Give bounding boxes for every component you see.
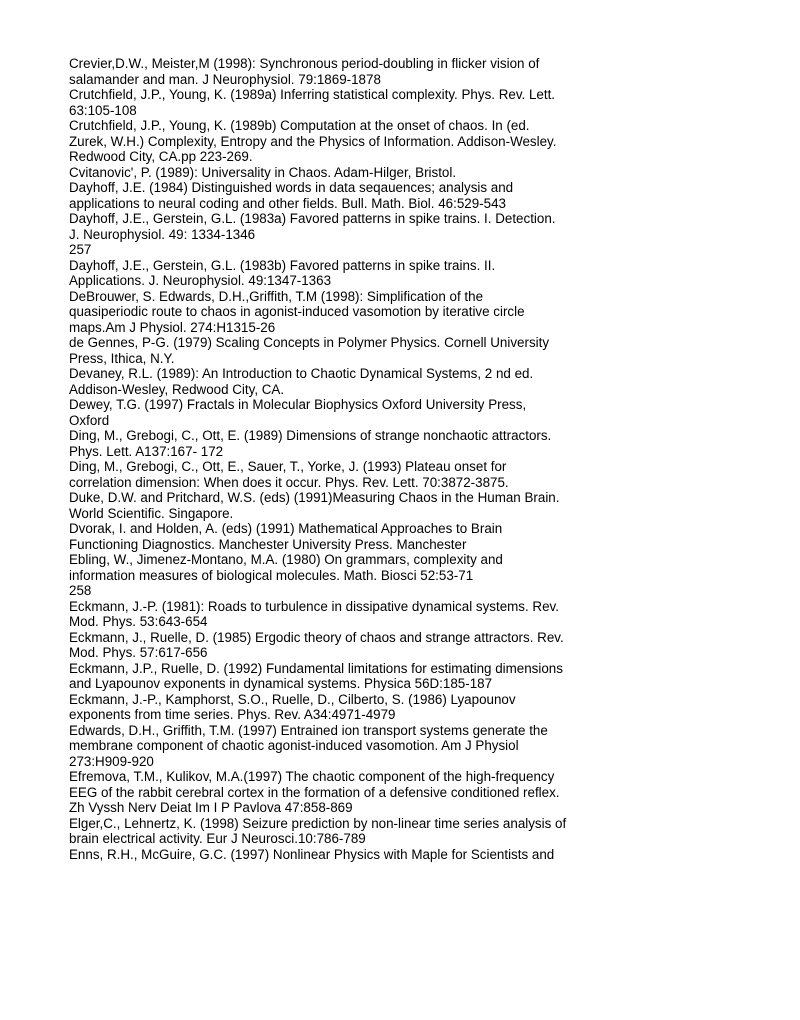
reference-line: Zh Vyssh Nerv Deiat Im I P Pavlova 47:858-869 (69, 800, 353, 815)
reference-line: Edwards, D.H., Griffith, T.M. (1997) Entrained ion transport systems generate the (69, 722, 548, 738)
reference-line: Zurek, W.H.) Complexity, Entropy and the Physics of Information. Addison-Wesley. (69, 133, 557, 149)
reference-line: Ebling, W., Jimenez-Montano, M.A. (1980) On grammars, complexity and (69, 552, 503, 567)
reference-line: Crutchfield, J.P., Young, K. (1989b) Computation at the onset of chaos. In (ed. (69, 118, 530, 133)
reference-line: Mod. Phys. 57:617-656 (69, 645, 208, 660)
reference-line: applications to neural coding and other fields. Bull. Math. Biol. 46:529-543 (69, 195, 506, 211)
reference-line: World Scientific. Singapore. (69, 505, 234, 521)
reference-line: Oxford (69, 412, 110, 428)
reference-line: Dayhoff, J.E., Gerstein, G.L. (1983b) Favored patterns in spike trains. II. (69, 257, 496, 273)
reference-line: Devaney, R.L. (1989): An Introduction to Chaotic Dynamical Systems, 2 nd ed. (69, 366, 534, 381)
reference-line: Dayhoff, J.E., Gerstein, G.L. (1983a) Favored patterns in spike trains. I. Detection. (69, 211, 556, 226)
reference-line: Functioning Diagnostics. Manchester University Press. Manchester (69, 536, 467, 552)
reference-line: maps.Am J Physiol. 274:H1315-26 (69, 319, 276, 335)
reference-line: Efremova, T.M., Kulikov, M.A.(1997) The chaotic component of the high-frequency (69, 769, 555, 784)
reference-line: quasiperiodic route to chaos in agonist-induced vasomotion by iterative circle (69, 304, 525, 319)
reference-line: Elger,C., Lehnertz, K. (1998) Seizure prediction by non-linear time series analysis of (69, 815, 567, 831)
page-number: 257 (69, 242, 92, 257)
reference-line: Eckmann, J.-P., Kamphorst, S.O., Ruelle, D., Cilberto, S. (1986) Lyapounov (69, 691, 516, 707)
reference-line: Ding, M., Grebogi, C., Ott, E., Sauer, T., Yorke, J. (1993) Plateau onset for (69, 459, 507, 474)
reference-line: information measures of biological molecules. Math. Biosci 52:53-71 (69, 567, 474, 583)
reference-line: Dewey, T.G. (1997) Fractals in Molecular Biophysics Oxford University Press, (69, 397, 527, 412)
reference-line: Addison-Wesley, Redwood City, CA. (69, 381, 285, 397)
page-number: 258 (69, 583, 92, 598)
reference-line: Applications. J. Neurophysiol. 49:1347-1363 (69, 273, 332, 288)
reference-line: Cvitanovic', P. (1989): Universality in Chaos. Adam-Hilger, Bristol. (69, 164, 457, 180)
reference-line: and Lyapounov exponents in dynamical systems. Physica 56D:185-187 (69, 676, 493, 691)
reference-line: Phys. Lett. A137:167- 172 (69, 443, 224, 459)
reference-line: Redwood City, CA.pp 223-269. (69, 149, 253, 164)
reference-line: membrane component of chaotic agonist-induced vasomotion. Am J Physiol (69, 738, 519, 753)
reference-line: Duke, D.W. and Pritchard, W.S. (eds) (1991)Measuring Chaos in the Human Brain. (69, 490, 560, 505)
reference-line: Dayhoff, J.E. (1984) Distinguished words in data seqauences; analysis and (69, 180, 514, 195)
reference-line: correlation dimension: When does it occur. Phys. Rev. Lett. 70:3872-3875. (69, 474, 509, 490)
reference-line: de Gennes, P-G. (1979) Scaling Concepts in Polymer Physics. Cornell University (69, 335, 550, 350)
reference-line: Eckmann, J., Ruelle, D. (1985) Ergodic theory of chaos and strange attractors. Rev. (69, 629, 564, 645)
reference-line: DeBrouwer, S. Edwards, D.H.,Griffith, T.M (1998): Simplification of the (69, 288, 484, 304)
reference-line: EEG of the rabbit cerebral cortex in the formation of a defensive conditioned reflex. (69, 784, 560, 800)
reference-line: Crevier,D.W., Meister,M (1998): Synchronous period-doubling in flicker vision of (69, 56, 540, 71)
reference-line: Crutchfield, J.P., Young, K. (1989a) Inferring statistical complexity. Phys. Rev. Lett. (69, 87, 556, 102)
reference-line: J. Neurophysiol. 49: 1334-1346 (69, 226, 256, 242)
reference-line: brain electrical activity. Eur J Neurosci.10:786-789 (69, 831, 366, 846)
reference-line: Eckmann, J.-P. (1981): Roads to turbulence in dissipative dynamical systems. Rev. (69, 598, 559, 614)
reference-line: Mod. Phys. 53:643-654 (69, 614, 208, 629)
reference-line: Ding, M., Grebogi, C., Ott, E. (1989) Dimensions of strange nonchaotic attractors. (69, 428, 552, 443)
reference-list (69, 56, 669, 862)
reference-line: Dvorak, I. and Holden, A. (eds) (1991) Mathematical Approaches to Brain (69, 521, 503, 536)
reference-line: Enns, R.H., McGuire, G.C. (1997) Nonlinear Physics with Maple for Scientists and (69, 846, 555, 862)
reference-line: Press, Ithica, N.Y. (69, 350, 175, 366)
reference-line: exponents from time series. Phys. Rev. A34:4971-4979 (69, 707, 396, 722)
reference-line: 273:H909-920 (69, 753, 154, 769)
reference-line: salamander and man. J Neurophysiol. 79:1869-1878 (69, 71, 381, 87)
reference-line: Eckmann, J.P., Ruelle, D. (1992) Fundamental limitations for estimating dimensions (69, 660, 563, 676)
reference-line: 63:105-108 (69, 102, 137, 118)
